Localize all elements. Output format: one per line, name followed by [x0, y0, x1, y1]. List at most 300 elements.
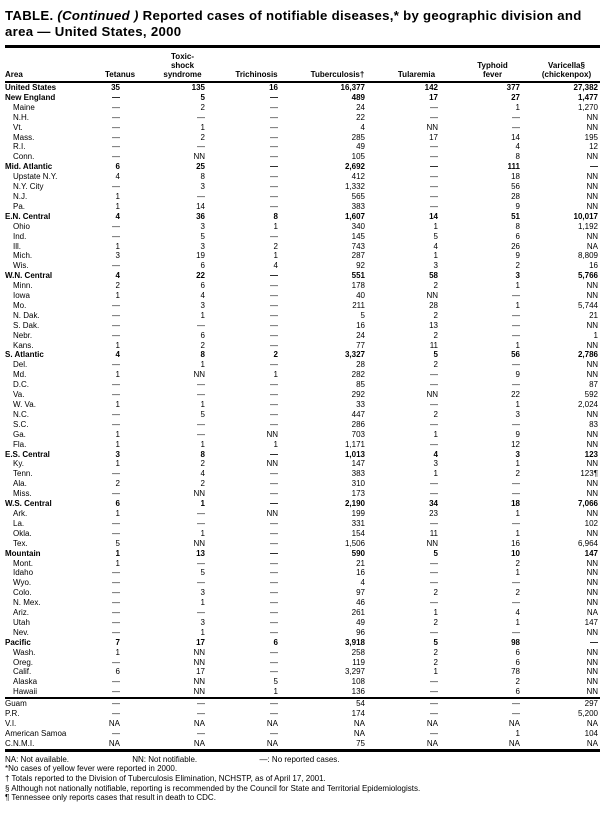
- value-cell-typhoid-fever: 1: [515, 459, 520, 469]
- value-cell-varicella: NN: [586, 528, 598, 538]
- value-cell-trichinosis: —: [235, 698, 310, 709]
- value-cell-trichinosis: —: [270, 728, 278, 738]
- value-cell-varicella: 83: [589, 419, 598, 429]
- value-cell-tetanus: 1: [115, 508, 120, 518]
- value-cell-tularemia: 142: [424, 83, 438, 92]
- area-cell: Wash.: [13, 647, 36, 657]
- column-header-varicella: Varicella§ (chickenpox): [535, 47, 600, 83]
- table-row: [5, 479, 600, 489]
- area-cell: N. Mex.: [13, 598, 41, 608]
- column-header-toxic-shock-syndrome: Toxic- shock syndrome: [160, 47, 235, 83]
- value-cell-tuberculosis: 412: [351, 172, 365, 182]
- value-cell-tularemia: 2: [433, 657, 438, 667]
- value-cell-toxic-shock-syndrome: —: [197, 419, 205, 429]
- value-cell-tuberculosis: 551: [351, 271, 365, 281]
- value-cell-tularemia: 1: [433, 221, 438, 231]
- value-cell-tetanus: —: [112, 687, 120, 697]
- table-row: [5, 549, 600, 559]
- value-cell-trichinosis: 1: [273, 439, 278, 449]
- value-cell-typhoid-fever: —: [512, 598, 520, 608]
- value-cell-typhoid-fever: 12: [511, 439, 520, 449]
- value-cell-toxic-shock-syndrome: —: [160, 698, 235, 709]
- footnote-section: § Although not nationally notifiable, reporting is recommended by the Council for State and Territorial Epidemiologists.: [5, 783, 421, 793]
- value-cell-trichinosis: 16: [269, 83, 278, 92]
- value-cell-toxic-shock-syndrome: 6: [200, 281, 205, 291]
- value-cell-tetanus: —: [112, 528, 120, 538]
- table-row: [5, 172, 600, 182]
- value-cell-tularemia: —: [430, 687, 438, 697]
- value-cell-trichinosis: —: [270, 162, 278, 172]
- value-cell-typhoid-fever: 6: [515, 657, 520, 667]
- footnote-dagger: † Totals reported to the Division of Tuberculosis Elimination, NCHSTP, as of April 17, 2001.: [5, 773, 326, 783]
- table-row: [5, 113, 600, 123]
- value-cell-tuberculosis: 1,332: [344, 182, 365, 192]
- value-cell-varicella: 7,066: [577, 499, 598, 509]
- value-cell-trichinosis: 1: [273, 370, 278, 380]
- value-cell-tuberculosis: 46: [356, 598, 365, 608]
- table-row: [5, 698, 600, 709]
- value-cell-tuberculosis: 292: [351, 390, 365, 400]
- value-cell-typhoid-fever: 1: [515, 728, 520, 738]
- value-cell-tetanus: 1: [115, 201, 120, 211]
- value-cell-toxic-shock-syndrome: 8: [200, 172, 205, 182]
- value-cell-toxic-shock-syndrome: 17: [196, 637, 205, 647]
- area-cell: E.S. Central: [5, 449, 50, 459]
- value-cell-tularemia: —: [430, 598, 438, 608]
- value-cell-tuberculosis: 54: [310, 698, 395, 709]
- value-cell-tularemia: 2: [433, 647, 438, 657]
- value-cell-varicella: 102: [584, 518, 598, 528]
- value-cell-tuberculosis: 1,506: [344, 538, 365, 548]
- value-cell-tetanus: 1: [115, 400, 120, 409]
- value-cell-tularemia: —: [430, 439, 438, 449]
- value-cell-tuberculosis: 22: [356, 112, 365, 122]
- value-cell-tularemia: NN: [426, 122, 438, 132]
- area-cell: Tenn.: [13, 469, 33, 479]
- value-cell-typhoid-fever: 9: [515, 429, 520, 439]
- value-cell-toxic-shock-syndrome: NN: [193, 489, 205, 499]
- value-cell-tuberculosis: 447: [351, 409, 365, 419]
- area-cell: Calif.: [13, 667, 32, 677]
- value-cell-toxic-shock-syndrome: 19: [196, 251, 205, 261]
- table-row: [5, 440, 600, 450]
- table-row: [5, 578, 600, 588]
- value-cell-tetanus: 5: [115, 538, 120, 548]
- area-cell: N.Y. City: [13, 182, 44, 192]
- value-cell-toxic-shock-syndrome: —: [197, 608, 205, 618]
- table-row: [5, 331, 600, 341]
- table-row: [5, 390, 600, 400]
- area-cell: La.: [13, 518, 25, 528]
- value-cell-tuberculosis: 199: [351, 508, 365, 518]
- value-cell-toxic-shock-syndrome: 14: [196, 201, 205, 211]
- table-row: [5, 529, 600, 539]
- value-cell-toxic-shock-syndrome: 6: [200, 330, 205, 340]
- value-cell-tularemia: —: [430, 152, 438, 162]
- value-cell-varicella: NN: [586, 508, 598, 518]
- value-cell-varicella: NN: [586, 657, 598, 667]
- area-cell: Mont.: [13, 558, 34, 568]
- value-cell-toxic-shock-syndrome: 4: [200, 469, 205, 479]
- value-cell-tuberculosis: NA: [353, 728, 365, 738]
- value-cell-trichinosis: —: [270, 142, 278, 152]
- value-cell-tetanus: 1: [115, 291, 120, 301]
- value-cell-varicella: 1,270: [577, 102, 598, 112]
- value-cell-tularemia: 34: [429, 499, 438, 509]
- table-row: [5, 608, 600, 618]
- table-row: [5, 321, 600, 331]
- value-cell-tetanus: 2: [115, 479, 120, 489]
- value-cell-tuberculosis: 286: [351, 419, 365, 429]
- value-cell-trichinosis: —: [270, 578, 278, 588]
- value-cell-tuberculosis: 3,327: [344, 350, 365, 360]
- value-cell-typhoid-fever: 377: [506, 83, 520, 92]
- value-cell-tetanus: —: [112, 489, 120, 499]
- value-cell-tetanus: —: [112, 112, 120, 122]
- value-cell-tetanus: —: [112, 152, 120, 162]
- value-cell-varicella: NN: [586, 568, 598, 578]
- value-cell-toxic-shock-syndrome: 1: [200, 122, 205, 132]
- value-cell-tetanus: 35: [111, 83, 120, 92]
- value-cell-varicella: NN: [586, 152, 598, 162]
- value-cell-varicella: NN: [586, 182, 598, 192]
- footnotes: [5, 755, 600, 803]
- area-cell: Del.: [13, 360, 28, 370]
- value-cell-tetanus: 3: [115, 449, 120, 459]
- table-header-row: [5, 47, 600, 83]
- value-cell-toxic-shock-syndrome: —: [197, 518, 205, 528]
- value-cell-typhoid-fever: 1: [515, 281, 520, 291]
- table-row: [5, 729, 600, 739]
- table-row: [5, 499, 600, 509]
- value-cell-toxic-shock-syndrome: 3: [200, 300, 205, 310]
- value-cell-typhoid-fever: 4: [515, 142, 520, 152]
- area-cell: Hawaii: [13, 687, 38, 697]
- area-cell: Vt.: [13, 122, 23, 132]
- value-cell-tularemia: —: [430, 162, 438, 172]
- area-cell: S.C.: [13, 419, 29, 429]
- table-row: [5, 677, 600, 687]
- value-cell-tuberculosis: 75: [356, 738, 365, 748]
- value-cell-tularemia: 17: [429, 92, 438, 102]
- area-cell: N. Dak.: [13, 310, 40, 320]
- value-cell-toxic-shock-syndrome: —: [197, 191, 205, 201]
- value-cell-tularemia: NN: [426, 291, 438, 301]
- value-cell-trichinosis: —: [270, 380, 278, 390]
- table-row: [5, 222, 600, 232]
- value-cell-tularemia: 3: [433, 261, 438, 271]
- value-cell-tularemia: 1: [433, 469, 438, 479]
- value-cell-varicella: NN: [586, 558, 598, 568]
- value-cell-tuberculosis: 1,171: [344, 439, 365, 449]
- value-cell-tularemia: 1: [433, 429, 438, 439]
- value-cell-trichinosis: —: [270, 92, 278, 102]
- value-cell-toxic-shock-syndrome: 1: [200, 310, 205, 320]
- value-cell-typhoid-fever: NA: [508, 738, 520, 748]
- area-cell: Alaska: [13, 677, 38, 687]
- value-cell-trichinosis: 1: [273, 251, 278, 261]
- value-cell-trichinosis: —: [270, 281, 278, 291]
- table-row: [5, 519, 600, 529]
- value-cell-tuberculosis: 2,692: [344, 162, 365, 172]
- value-cell-varicella: 104: [584, 728, 598, 738]
- value-cell-tuberculosis: 331: [351, 518, 365, 528]
- value-cell-tetanus: —: [112, 261, 120, 271]
- value-cell-typhoid-fever: 9: [515, 201, 520, 211]
- table-row: [5, 291, 600, 301]
- value-cell-tuberculosis: 21: [356, 558, 365, 568]
- value-cell-tetanus: —: [112, 102, 120, 112]
- value-cell-toxic-shock-syndrome: 25: [196, 162, 205, 172]
- value-cell-varicella: NN: [586, 459, 598, 469]
- value-cell-tetanus: —: [112, 419, 120, 429]
- table-row: [5, 400, 600, 410]
- value-cell-tetanus: —: [112, 677, 120, 687]
- value-cell-varicella: NN: [586, 231, 598, 241]
- value-cell-tetanus: 1: [115, 647, 120, 657]
- area-cell: American Samoa: [5, 728, 67, 738]
- area-cell: E.N. Central: [5, 211, 51, 221]
- value-cell-typhoid-fever: 1: [515, 300, 520, 310]
- table-row: [5, 311, 600, 321]
- value-cell-tuberculosis: 24: [356, 330, 365, 340]
- title-text: Reported cases of notifiable diseases,* by geographic division and area — United States, 2000: [5, 8, 582, 39]
- value-cell-toxic-shock-syndrome: NN: [193, 647, 205, 657]
- value-cell-tetanus: 4: [115, 211, 120, 221]
- value-cell-varicella: NN: [586, 281, 598, 291]
- area-cell: Ind.: [13, 231, 27, 241]
- value-cell-tularemia: 28: [429, 300, 438, 310]
- value-cell-tularemia: —: [395, 698, 465, 709]
- table-row: [5, 82, 600, 93]
- value-cell-toxic-shock-syndrome: —: [197, 320, 205, 330]
- value-cell-toxic-shock-syndrome: 3: [200, 182, 205, 192]
- area-cell: Ohio: [13, 221, 30, 231]
- value-cell-tularemia: —: [430, 201, 438, 211]
- area-cell: Tex.: [13, 538, 28, 548]
- table-row: [5, 588, 600, 598]
- value-cell-toxic-shock-syndrome: —: [197, 508, 205, 518]
- area-cell: Maine: [13, 102, 35, 112]
- area-cell: Mid. Atlantic: [5, 162, 53, 172]
- value-cell-tuberculosis: 173: [351, 489, 365, 499]
- column-header-area: Area: [5, 47, 105, 83]
- value-cell-tularemia: 4: [433, 449, 438, 459]
- value-cell-toxic-shock-syndrome: —: [197, 578, 205, 588]
- value-cell-varicella: NA: [586, 608, 598, 618]
- value-cell-tularemia: 5: [433, 548, 438, 558]
- value-cell-typhoid-fever: 4: [515, 608, 520, 618]
- area-cell: Kans.: [13, 340, 34, 350]
- table-row: [5, 271, 600, 281]
- table-row: [5, 133, 600, 143]
- area-cell: Ark.: [13, 508, 28, 518]
- value-cell-toxic-shock-syndrome: NA: [193, 719, 205, 728]
- value-cell-toxic-shock-syndrome: 2: [200, 459, 205, 469]
- value-cell-tetanus: —: [112, 231, 120, 241]
- value-cell-tuberculosis: 40: [356, 291, 365, 301]
- value-cell-trichinosis: —: [270, 390, 278, 400]
- value-cell-typhoid-fever: —: [512, 518, 520, 528]
- value-cell-varicella: 592: [584, 390, 598, 400]
- value-cell-typhoid-fever: 2: [515, 588, 520, 598]
- area-cell: Nebr.: [13, 330, 33, 340]
- value-cell-toxic-shock-syndrome: 1: [200, 400, 205, 409]
- value-cell-trichinosis: —: [270, 647, 278, 657]
- value-cell-typhoid-fever: 14: [511, 132, 520, 142]
- area-cell: United States: [5, 83, 57, 92]
- value-cell-toxic-shock-syndrome: —: [197, 709, 205, 719]
- value-cell-tularemia: —: [430, 677, 438, 687]
- value-cell-varicella: 2,024: [577, 400, 598, 409]
- value-cell-trichinosis: —: [270, 291, 278, 301]
- value-cell-varicella: NN: [586, 112, 598, 122]
- value-cell-toxic-shock-syndrome: —: [197, 429, 205, 439]
- value-cell-tuberculosis: 4: [360, 122, 365, 132]
- value-cell-tularemia: 3: [433, 459, 438, 469]
- value-cell-tetanus: —: [112, 728, 120, 738]
- column-header-tuberculosis: Tuberculosis†: [310, 47, 395, 83]
- value-cell-tetanus: —: [112, 142, 120, 152]
- value-cell-trichinosis: 2: [273, 350, 278, 360]
- value-cell-typhoid-fever: 6: [515, 647, 520, 657]
- value-cell-varicella: NA: [586, 241, 598, 251]
- value-cell-tuberculosis: 310: [351, 479, 365, 489]
- title-continued: (Continued ): [57, 8, 139, 23]
- table-row: [5, 93, 600, 103]
- area-cell: Mountain: [5, 548, 41, 558]
- value-cell-varicella: 1: [593, 330, 598, 340]
- area-cell: Wis.: [13, 261, 29, 271]
- value-cell-trichinosis: —: [270, 132, 278, 142]
- value-cell-typhoid-fever: 28: [511, 191, 520, 201]
- value-cell-tularemia: 58: [429, 271, 438, 281]
- value-cell-typhoid-fever: —: [512, 419, 520, 429]
- table-row: [5, 667, 600, 677]
- value-cell-tularemia: 1: [433, 608, 438, 618]
- value-cell-tularemia: 11: [429, 528, 438, 538]
- value-cell-tularemia: 17: [429, 132, 438, 142]
- value-cell-tuberculosis: 174: [351, 709, 365, 719]
- value-cell-toxic-shock-syndrome: NN: [193, 657, 205, 667]
- value-cell-trichinosis: —: [270, 518, 278, 528]
- value-cell-varicella: NN: [586, 588, 598, 598]
- value-cell-trichinosis: —: [270, 340, 278, 350]
- page-title: [5, 8, 600, 40]
- value-cell-tuberculosis: 97: [356, 588, 365, 598]
- value-cell-tuberculosis: 1,013: [344, 449, 365, 459]
- value-cell-toxic-shock-syndrome: 3: [200, 617, 205, 627]
- area-cell: Va.: [13, 390, 25, 400]
- value-cell-typhoid-fever: —: [465, 698, 535, 709]
- value-cell-varicella: 123¶: [580, 469, 598, 479]
- area-cell: Miss.: [13, 489, 32, 499]
- value-cell-trichinosis: —: [270, 360, 278, 370]
- area-cell: S. Atlantic: [5, 350, 44, 360]
- value-cell-tetanus: 6: [115, 499, 120, 509]
- value-cell-tuberculosis: 154: [351, 528, 365, 538]
- value-cell-tuberculosis: 77: [356, 340, 365, 350]
- value-cell-tularemia: 4: [433, 241, 438, 251]
- value-cell-tuberculosis: 565: [351, 191, 365, 201]
- value-cell-toxic-shock-syndrome: NA: [193, 738, 205, 748]
- table-row: [5, 628, 600, 638]
- value-cell-tetanus: —: [112, 132, 120, 142]
- value-cell-toxic-shock-syndrome: —: [197, 390, 205, 400]
- value-cell-tuberculosis: 28: [356, 360, 365, 370]
- value-cell-varicella: 5,766: [577, 271, 598, 281]
- table-row: [5, 539, 600, 549]
- value-cell-varicella: 27,382: [573, 83, 598, 92]
- value-cell-tularemia: 2: [433, 360, 438, 370]
- value-cell-toxic-shock-syndrome: 5: [200, 568, 205, 578]
- value-cell-varicella: NN: [586, 479, 598, 489]
- value-cell-varicella: NA: [586, 719, 598, 728]
- value-cell-tuberculosis: 145: [351, 231, 365, 241]
- value-cell-tuberculosis: 178: [351, 281, 365, 291]
- table-row: [5, 380, 600, 390]
- value-cell-tuberculosis: 590: [351, 548, 365, 558]
- value-cell-toxic-shock-syndrome: 3: [200, 588, 205, 598]
- value-cell-toxic-shock-syndrome: 36: [196, 211, 205, 221]
- value-cell-tetanus: —: [112, 310, 120, 320]
- value-cell-toxic-shock-syndrome: 5: [200, 92, 205, 102]
- table-row: [5, 658, 600, 668]
- value-cell-trichinosis: 1: [273, 221, 278, 231]
- value-cell-toxic-shock-syndrome: NN: [193, 370, 205, 380]
- value-cell-tetanus: 4: [115, 350, 120, 360]
- table-row: [5, 598, 600, 608]
- value-cell-tularemia: —: [430, 370, 438, 380]
- value-cell-typhoid-fever: NA: [508, 719, 520, 728]
- value-cell-varicella: 12: [589, 142, 598, 152]
- value-cell-toxic-shock-syndrome: 1: [200, 499, 205, 509]
- value-cell-toxic-shock-syndrome: —: [197, 558, 205, 568]
- value-cell-typhoid-fever: —: [512, 330, 520, 340]
- value-cell-tularemia: 1: [433, 251, 438, 261]
- value-cell-tuberculosis: 261: [351, 608, 365, 618]
- value-cell-varicella: NN: [586, 429, 598, 439]
- area-cell: Pa.: [13, 201, 26, 211]
- table-row: [5, 103, 600, 113]
- value-cell-tuberculosis: 85: [356, 380, 365, 390]
- value-cell-tuberculosis: NA: [353, 719, 365, 728]
- value-cell-typhoid-fever: —: [512, 291, 520, 301]
- value-cell-tetanus: —: [112, 518, 120, 528]
- value-cell-typhoid-fever: —: [512, 380, 520, 390]
- value-cell-varicella: NN: [586, 687, 598, 697]
- value-cell-typhoid-fever: —: [512, 360, 520, 370]
- area-cell: Okla.: [13, 528, 32, 538]
- value-cell-tuberculosis: 383: [351, 469, 365, 479]
- value-cell-toxic-shock-syndrome: 5: [200, 231, 205, 241]
- value-cell-varicella: —: [590, 162, 598, 172]
- area-cell: Ala.: [13, 479, 27, 489]
- value-cell-tetanus: —: [112, 380, 120, 390]
- value-cell-tetanus: —: [112, 330, 120, 340]
- area-cell: R.I.: [13, 142, 26, 152]
- value-cell-tetanus: —: [112, 390, 120, 400]
- value-cell-varicella: 21: [589, 310, 598, 320]
- table-row: [5, 459, 600, 469]
- value-cell-varicella: 1,477: [577, 92, 598, 102]
- value-cell-varicella: NN: [586, 677, 598, 687]
- value-cell-tularemia: NN: [426, 390, 438, 400]
- area-cell: N.H.: [13, 112, 29, 122]
- table-row: [5, 709, 600, 719]
- value-cell-tetanus: —: [112, 588, 120, 598]
- value-cell-trichinosis: —: [270, 201, 278, 211]
